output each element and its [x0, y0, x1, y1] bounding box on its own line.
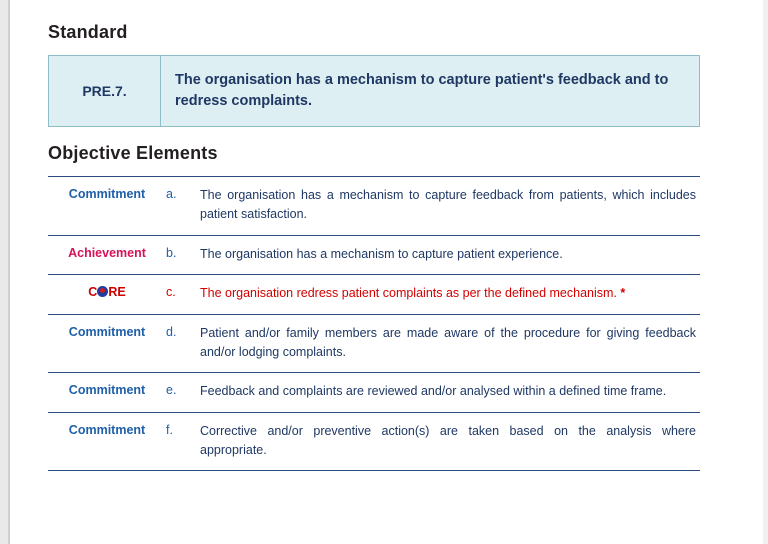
item-text: The organisation has a mechanism to capture feedback from patients, which includes patient satisfaction. [200, 188, 696, 222]
level-label: Commitment [68, 422, 146, 437]
standard-statement: The organisation has a mechanism to capture patient's feedback and to redress complaints. [175, 72, 669, 110]
level-label: Commitment [68, 324, 146, 339]
item-text: The organisation redress patient complaints as per the defined mechanism. [200, 286, 617, 301]
core-asterisk: * [620, 286, 626, 301]
page-left-margin [0, 0, 8, 544]
page-left-divider [8, 0, 10, 544]
core-dot-icon [97, 286, 108, 297]
item-marker: c. [166, 285, 176, 300]
item-marker: e. [166, 383, 177, 398]
level-label: Commitment [68, 383, 146, 398]
objective-elements-table [48, 176, 700, 471]
item-text-core [200, 284, 700, 303]
item-text: Feedback and complaints are reviewed and/or analysed within a defined time frame. [200, 384, 667, 399]
table-row [48, 373, 700, 412]
level-label-core: C RE [88, 285, 126, 300]
page-right-margin [763, 0, 768, 544]
item-marker: b. [166, 245, 177, 260]
table-row [48, 236, 700, 275]
item-marker: f. [166, 422, 173, 437]
level-label: Commitment [68, 187, 146, 202]
item-text: Corrective and/or preventive action(s) are taken based on the analysis where appropriate. [200, 423, 696, 458]
standard-code-cell [49, 56, 161, 126]
item-marker: a. [166, 187, 177, 202]
standard-heading: Standard [48, 22, 128, 42]
table-row [48, 315, 700, 374]
standard-table [48, 55, 700, 127]
table-row [48, 176, 700, 236]
standard-code: PRE.7. [82, 83, 127, 100]
level-label: Achievement [68, 245, 146, 260]
objective-elements-heading: Objective Elements [48, 143, 218, 164]
table-row-core [48, 275, 700, 314]
item-marker: d. [166, 324, 177, 339]
item-text: Patient and/or family members are made aware of the procedure for giving feedback and/or lodging complaints. [200, 325, 696, 359]
page-content [48, 22, 708, 471]
item-text: The organisation has a mechanism to capture patient experience. [200, 246, 563, 261]
table-row [48, 413, 700, 472]
